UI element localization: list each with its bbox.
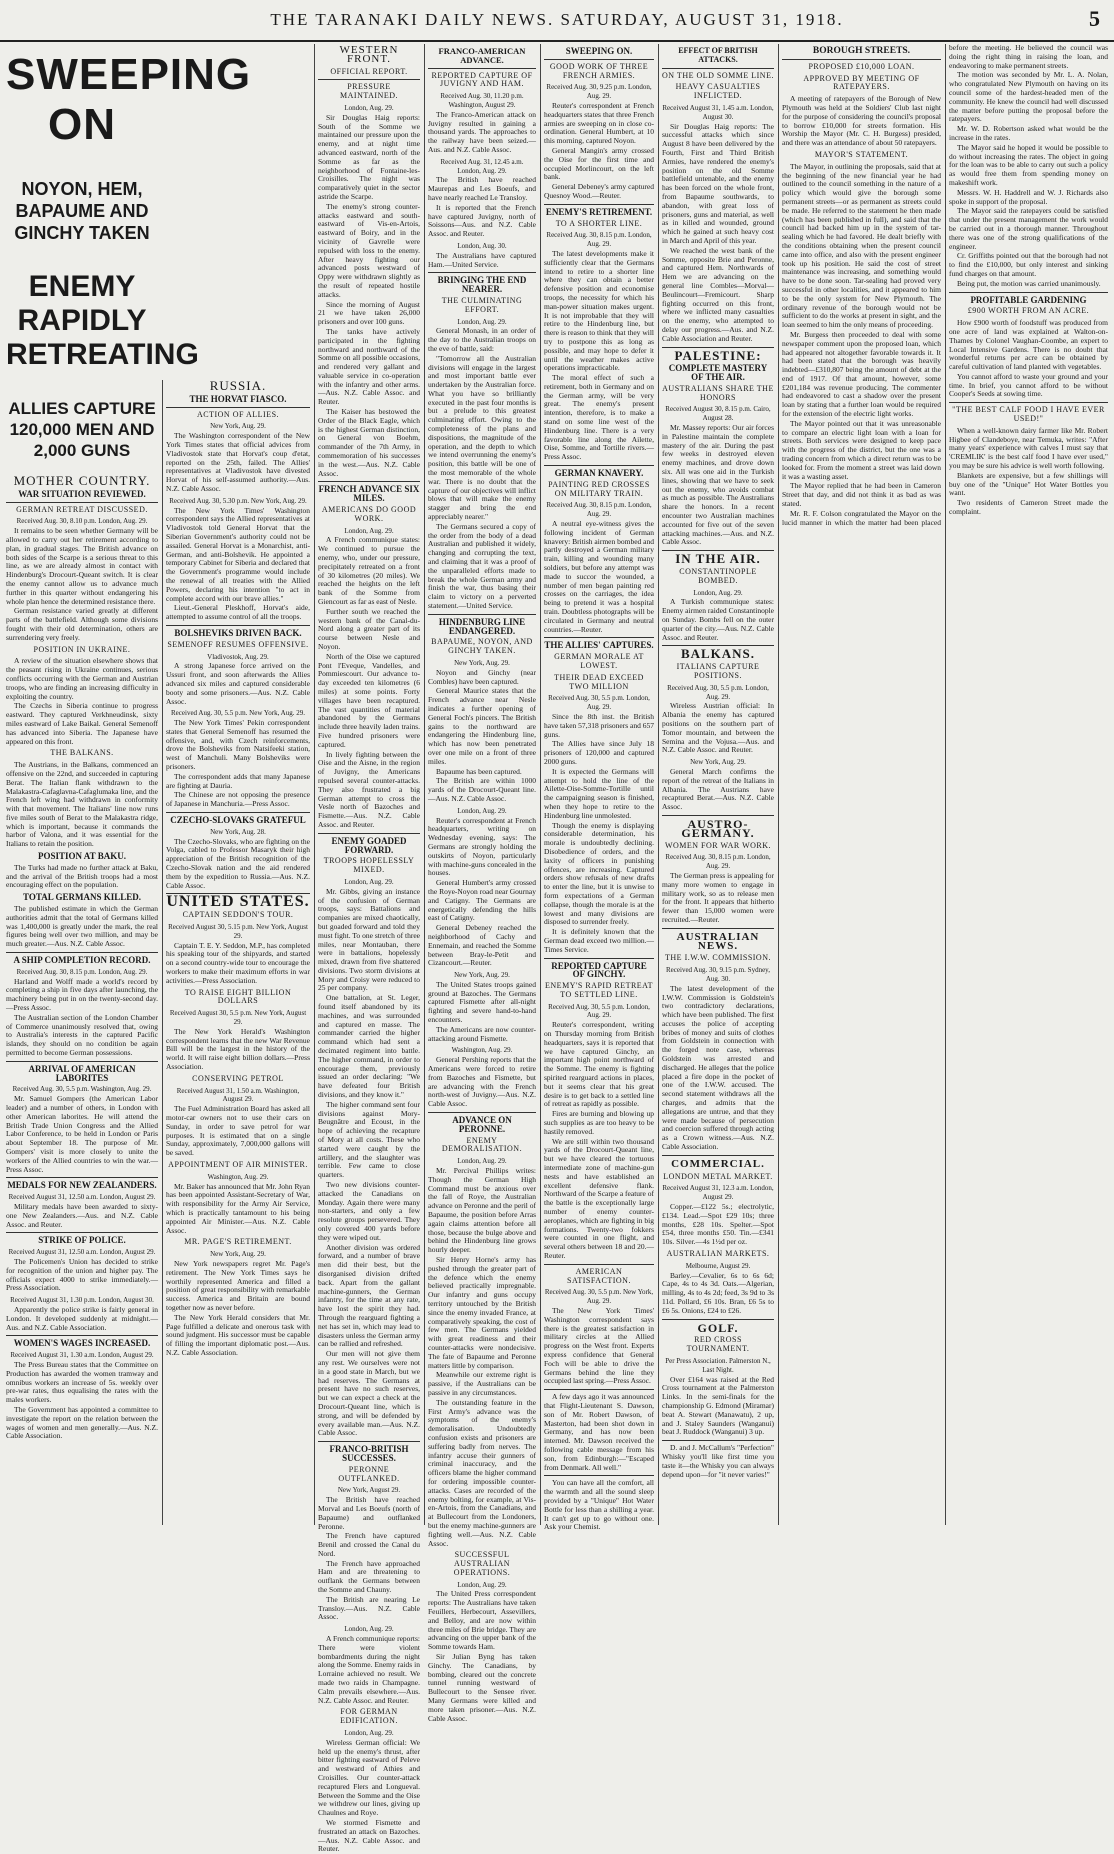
paragraph: General Debeney's army captured Quesnoy Wood.—Reuter. [544, 182, 654, 200]
paragraph: Messrs. W. H. Haddrell and W. J. Richards also spoke in support of the proposal. [949, 187, 1108, 206]
paragraph: In lively fighting between the Oise and the Aisne, in the region of Juvigny, the Americans repulsed several counter-attacks. They also frustrated a big German attempt to cross the Vesle north of Bazoches and Fismette.—Aus. N.Z. Cable Assoc. and Reuter. [318, 749, 420, 829]
paragraph: A strong Japanese force arrived on the Ussuri front, and soon afterwards the Allies advanced six miles and captured considerable booty and some prisoners.—Aus. N.Z. Cable Assoc. [166, 661, 310, 706]
paragraph: It is definitely known that the German dead exceed two million.—Times Service. [544, 927, 654, 954]
dateline: London, Aug. 29. [457, 1157, 507, 1166]
subheading: PAINTING RED CROSSES ON MILITARY TRAIN. [548, 479, 650, 498]
paragraph: Cr. Griffiths pointed out that the borough had not to find the £10,000, but only interest and sinking fund charges on that amount. [949, 251, 1108, 278]
subheading: THE CULMINATING EFFORT. [441, 295, 523, 314]
paragraph: The New York Times' Washington correspondent says the Allied representatives at Vladivostok told General Horvat that the Siberian Government's authority could not be assailed. General Horvat is a Monarchist, anti-German, and anti-Bolshevik. He appointed a temporary Cabinet for Siberia and declared that the Government's programme would include the renewal of all treaties with the Allied Powers, declaring his intention "to act in complete accord with our brave allies." [166, 505, 310, 603]
advertisement: D. and J. McCallum's "Perfection" Whisky you'll like first time you taste it—the Whisky you can always depend upon—for "it never varies!" [662, 1443, 774, 1479]
section-heading: COMMERCIAL. [671, 1157, 765, 1170]
subheading: CONSERVING PETROL [192, 1073, 284, 1083]
paragraph: The latest development of the I.W.W. Commission is Goldstein's two contradictory declarations, which have been published. The first accuses the police of accepting bribes of money and suits of clothes from Goldstein in connection with the forged note case, whereas Goldstein was arrested and discharged. He alleges that the police placed a fire dope in the pocket of one of the I.W.W. accused. The second statement withdraws all the charges, and admits that the allegations are untrue, and that they were made because of persecution and coercion suffered through acting as a Crown witness.—Aus. N.Z. Cable Association. [662, 983, 774, 1152]
subheading: ENEMY'S RAPID RETREAT TO SETTLED LINE. [545, 981, 653, 999]
subheading: FRANCO-BRITISH SUCCESSES. [329, 1444, 409, 1463]
paragraph: The correspondent adds that many Japanese are fighting at Dauria. [166, 771, 310, 790]
paragraph: It is reported that the French have captured Juvigny, north of Soissons—Aus. and N.Z. Cable Assoc. and Reuter. [428, 202, 536, 239]
subheading: SEMENOFF RESUMES OFFENSIVE. [167, 639, 309, 649]
paragraph: The Austrians, in the Balkans, commenced an offensive on the 22nd, and succeeded in capturing Berat. The Italian flank withdrawn to the Malakastra-Cafaglavna-Cafaglumaka line, and the French left wing had withdrawn in conformity with that movement. The Italians' line now runs five miles south of Berat to the Malakastra ridge, which is important, because it commands the harbor of Valona, and it was essential for the Italians to retain the position. [6, 760, 158, 849]
subheading: REPORTED CAPTURE OF GINCHY. [551, 960, 647, 980]
dateline: Per Press Association. Palmerston N., Last Night. [665, 1356, 771, 1374]
paragraph: The Fuel Administration Board has asked all motor-car owners not to use their cars on Sunday, in order to save petrol for war purposes. It is estimated that on a single Sunday, approximately, 7,000,000 gallons will be saved. [166, 1104, 310, 1158]
dateline: London, Aug. 29. [344, 526, 394, 535]
paragraph: German resistance varied greatly at different parts of the battlefield. Although some divisions fought with their old determination, others are surrendering very freely. [6, 606, 158, 642]
paragraph: Meanwhile our extreme right is passive, if the Australians can be passive in any circumstances. [428, 1370, 536, 1397]
paragraph: The British have reached Morval and Les Boeufs (north of Bapaume) and outflanked Peronne. [318, 1495, 420, 1531]
paragraph: A review of the situation elsewhere shows that the peasant rising in Ukraine continues, serious conflicts occurring with the German and Austrian troops, who are finding an increasing difficulty in exploiting the country. [6, 656, 158, 701]
paragraph: Wireless German official: We held up the enemy's thrust, after bitter fighting eastward of Peleve and westward of Athies and Croisilles. Our counter-attack recaptured Flers and Longueval. Between the Somme and the Oise we withdrew our lines, giving up Chaulnes and Roye. [318, 1737, 420, 1818]
dateline: New York, Aug. 29. [690, 758, 746, 767]
subheading: LONDON METAL MARKET. [663, 1171, 773, 1181]
paragraph: Sir Julian Byng has taken Ginchy. The Canadians, by bombing, cleared out the concrete tunnel running westward of Bullecourt to the Sensee river. Many Germans were killed and more taken prisoner.—Aus. N.Z. Cable Assoc. [428, 1652, 536, 1723]
paragraph: Since the 8th inst. the British have taken 57,318 prisoners and 657 guns. [544, 711, 654, 739]
dateline: London, Aug. 29. [344, 1625, 394, 1634]
section-heading: BOROUGH STREETS. [812, 46, 911, 56]
subheading: MR. PAGE'S RETIREMENT. [184, 1237, 292, 1247]
dateline: Received Aug. 30, 8.15 p.m. London, Aug. 29. [665, 853, 771, 871]
paragraph: The United Press correspondent reports: The Australians have taken Feuillers, Herbecourt, Assevillers, and Belloy, and are now within three miles of Brie bridge. They are advancing on the upper bank of the Somme towards Ham. [428, 1589, 536, 1652]
paragraph: The published estimate in which the German authorities admit that the total of Germans killed was 1,400,000 is greatly under the mark, the real figures being well over two million, and may be much greater.—Aus. N.Z. Cable Assoc. [6, 904, 158, 949]
paragraph: How £900 worth of foodstuff was produced from one acre of land was explained at Walton-on-Thames by Colonel Vaughan-Coombe, an expert to Local Intensive Gardens. There is no doubt that wonderful returns per acre can be obtained by careful cultivation of land planted with vegetables. [949, 318, 1108, 372]
paragraph: The British are nearing Le Transloy.—Aus. N.Z. Cable Assoc. [318, 1594, 420, 1622]
subheading: ENEMY DEMORALISATION. [441, 1135, 523, 1154]
paragraph: Bapaume has been captured. [436, 766, 522, 776]
subheading: GOOD WORK OF THREE FRENCH ARMIES. [549, 61, 649, 80]
paragraph: The moral effect of such a retirement, both in Germany and on the German army, will be very great. The enemy's present intention, therefore, is to make a stand on some line west of the Hindenburg line. There is a very favorable line along the Ailette, Oise, Somme, and Tortille rivers.—Press Assoc. [544, 373, 654, 462]
subheading: "THE BEST CALF FOOD I HAVE EVER USED!" [952, 405, 1105, 424]
dateline: London, Aug. 29. [693, 588, 743, 597]
dateline: Received Aug. 30, 9.25 p.m. London, Aug. 29. [546, 83, 652, 101]
paragraph: The Mayor said the ratepayers could be satisfied that under the present management the work would be carried out in a thorough manner. Throughout there was one of the strong qualifications of the engineer. [949, 206, 1108, 251]
paragraph: Mr. Gibbs, giving an instance of the confusion of German troops, says: Battalions and companies are mixed chaotically, but goaded forward and told they must fight. To one stretch of three miles, near Montauban, there were in battalions, hopelessly mixed, drawn from five shattered divisions. Two storm divisions at Mory and Croisy were reduced to 25 per company. [318, 886, 420, 993]
paragraph: Harland and Wolff made a world's record by completing a ship in five days after launching, the machinery being put in on the twenty-second day.—Press Assoc. [6, 976, 158, 1013]
paragraph: Reuter's correspondent, writing on Thursday morning from British headquarters, says it is reported that we have captured Ginchy, an important high point northward of the Somme. The enemy is fighting spirited rearguard actions in places, but it seems clear that his great desire is to get back to a settled line of retreat as rapidly as possible. [544, 1020, 654, 1109]
dateline: Received August 31, 1.30 a.m. London, August 29. [10, 1351, 154, 1360]
paragraph: When a well-known dairy farmer like Mr. Robert Higbee of Clandeboye, near Temuka, writes: "After many years' experience with calves I must say that 'CREMLIK' is the best calf food I have ever used," you may be sure his advice is well worth following. [949, 425, 1108, 471]
subheading: POSITION IN UKRAINE. [33, 644, 131, 654]
subheading: GERMAN MORALE AT LOWEST. [554, 652, 644, 670]
paragraph: Two new divisions counter-attacked the Canadians on Monday. Again there were many non-starters, and only a few resolute groups persevered. They only covered 400 yards before they were wiped out. [318, 1180, 420, 1242]
banner-subhead-3: ALLIES CAPTURE 120,000 MEN AND 2,000 GUNS [8, 399, 156, 460]
subheading: THE I.W.W. COMMISSION. [665, 953, 771, 963]
paragraph: Blankets are expensive, but a few shillings will buy one of the "Unique" Hot Water Bottles you want. [949, 470, 1108, 498]
paragraph: Since the morning of August 21 we have taken 26,000 prisoners and over 100 guns. [318, 299, 420, 327]
column-4 [428, 44, 536, 1723]
dateline: New York, Aug. 29. [454, 659, 510, 667]
section-heading: RUSSIA. [209, 378, 267, 393]
paragraph: The Policemen's Union has decided to strike for recognition of the union and higher pay. The officials expect 4000 to strike immediately.—Press Association. [6, 1256, 158, 1293]
dateline: London, Aug. 29. [344, 877, 394, 886]
paragraph: Reuter's correspondent at French headquarters, writing on Wednesday evening, says: The Germans are strongly holding the outskirts of Noyon, particularly with machine-guns concealed in the houses. [428, 815, 536, 878]
dateline: London, Aug. 30. [457, 241, 507, 250]
paragraph: Mr. Samuel Gompers (the American Labor leader) and a number of others, in London with other American laborites. He will attend the British Trade Union Congress and the Allied Labor Conference, to be held in London or Paris about September 18. The purpose of Mr. Gompers' visit is more closely to unite the workers of the Allied countries to win the war.—Press Assoc. [6, 1094, 158, 1174]
dateline: London, Aug. 29. [457, 806, 507, 815]
paragraph: The Mayor, in outlining the proposals, said that at the beginning of the new financial year he had outlined to the council something in the nature of a policy which would give the borough some permanent streets—or as permanent as streets could be made. He referred to the statement he then made (which has been published in full), and said that the council had backed him up in the system of tar-sealing which he had favored. He dealt briefly with the conditions obtaining when the present council came into office, and also with the present engineer took up his position. He said the cost of street maintenance was increasing, and something would have to be done soon. Tar-sealing had proved very successful in other localities, and it appeared to him to be the only system for New Plymouth. The ordinary revenue of the borough would not be sufficient to do the works at present in sight, and the loan seemed to him the only means of proceeding. [782, 161, 941, 330]
paragraph: Though the enemy is displaying considerable determination, his morale is undoubtedly declining. Disobedience of orders, and the laxity of officers in punishing offences, are increasing. Captured orders show refusals of new drafts to enter the line, but it is unwise to form expectations of a German collapse, though the morale is at the lowest and many divisions are disposed to surrender freely. [544, 820, 654, 927]
paragraph: The New York Times' Washington correspondent says there is the greatest satisfaction in military circles at the Allied progress on the West front. Experts express confidence that General Foch will be able to drive the Germans behind the line they occupied last spring.—Press Assoc. [544, 1305, 654, 1386]
dateline: London, Aug. 29. [344, 1729, 394, 1738]
dateline: Received Aug. 30, 5.5 p.m. New York, Aug. 29. [544, 1288, 654, 1306]
paragraph: The Germans secured a copy of the order from the body of a dead Australian and published it widely, changing and corrupting the text, and claiming that it was a proof of the unparalleled efforts made to break the whole German army and finish the war, thus basing their claim to victory on a perverted statement.—United Service. [428, 521, 536, 611]
dateline: Vladivostok, Aug. 29. [207, 652, 269, 661]
paragraph: Sir Henry Horne's army has pushed through the greater part of the defence which the enemy believed practically impregnable. Our infantry and guns occupy territory untouched by the British since the enemy invaded France, at comparatively speaking, the cost of few men. The Germans yielded with great readiness and their counter-attacks were nondecisive. The fate of Bapaume and Peronne matters little by comparison. [428, 1255, 536, 1370]
paragraph: A few days ago it was announced that Flight-Lieutenant S. Dawson, son of Mr. Robert Dawson, of Masterton, had been shot down in Germany, and has now been interned. Mr. Dawson received the following cable message from his son, from Edinburgh:—"Escaped from Denmark. All well." [544, 1392, 654, 1472]
dateline: Received Aug. 30, 5.30 p.m. New York, Aug. 29. [169, 496, 307, 505]
subheading: BOLSHEVIKS DRIVEN BACK. [174, 627, 302, 638]
subheading: CZECHO-SLOVAKS GRATEFUL [170, 815, 306, 826]
paragraph: The New York Herald's Washington correspondent learns that the new War Revenue Bill will be the largest in the history of the world. It will raise eight billion dollars.—Press Association. [166, 1026, 310, 1071]
paragraph: A meeting of ratepayers of the Borough of New Plymouth was held at the Soldiers' Club last night for the purpose of considering the council's proposal to borrow £10,000 for streets formation. His Worship the Mayor (Mr. C. H. Burgess) presided, and there was an attendance of about 50 ratepayers. [782, 94, 941, 148]
column-6 [662, 44, 774, 1525]
paragraph: A French communique reports: There were violent bombardments during the night along the Somme. Enemy raids in Lorraine achieved no result. We made two raids in Champagne. Calm prevails elsewhere.—Aus. N.Z. Cable Assoc. and Reuter. [318, 1634, 420, 1705]
paragraph: General Maurice states that the French advance near Nesle indicates a further opening of General Foch's pincers. The British gains to the northward are endangering the Hindenburg line, which has now been penetrated over one mile on a front of three miles. [428, 686, 536, 766]
dateline: Received August 31, 12.3 a.m. London, August 29. [662, 1184, 774, 1202]
paragraph: Being put, the motion was carried unanimously. [957, 278, 1101, 288]
subheading: ADVANCE ON PERONNE. [452, 1115, 512, 1134]
paragraph: A French communique states: We continued to pursue the enemy, who, under our pressure, precipitately retreated on a front of 30 kilometres (20 miles). We reached the heights on the left bank of the Somme from Giencourt as far as east of Nesle. [318, 535, 420, 607]
paragraph: General Monash, in an order of the day to the Australian troops on the eve of battle, said: [428, 326, 536, 353]
dateline: London, Aug. 29. [457, 317, 507, 326]
column-3 [318, 44, 420, 1854]
paragraph: The motion was seconded by Mr. L. A. Nolan, who congratulated New Plymouth on having on its council some of the hardest-headed men of the community. He knew the council had well discussed the matter before putting the proposal before the ratepayers. [949, 70, 1108, 124]
paragraph: The French have captured Brenil and crossed the Canal du Nord. [318, 1531, 420, 1558]
section-heading: WESTERN FRONT. [339, 44, 399, 65]
paragraph: A Turkish communique states: Enemy airmen raided Constantinople on Sunday. Bombs fell on the outer quarter of the city.—Aus. N.Z. Cable Assoc. and Reuter. [662, 597, 774, 642]
paragraph: The latest developments make it sufficiently clear that the Germans intend to retire to a shorter line where they can obtain a better defensive position and economise troops, the necessity for which his man-power situation makes urgent. It is not improbable that they will retire to the Hindenburg line, but there is reason to think that they will try to postpone this as long as possible, and may hope to defer it until the weather makes active operations impracticable. [544, 248, 654, 373]
subheading: TOTAL GERMANS KILLED. [23, 892, 141, 903]
dateline: New York, August 29. [337, 1486, 401, 1495]
section-heading: BALKANS. [680, 646, 756, 662]
paragraph: The British are within 1000 yards of the Drocourt-Queant line.—Aus. N.Z. Cable Assoc. [428, 776, 536, 803]
dateline: New York, Aug. 29. [454, 971, 510, 980]
subheading: FRENCH ADVANCE SIX MILES. [318, 484, 420, 504]
dateline: Washington, Aug. 29. [207, 1172, 269, 1181]
paragraph: The tanks have actively participated in the fighting northward and northward of the Somme on all possible occasions, and rendered very gallant and valuable service in co-operation with the infantry and other arms.—Aus. N.Z. Cable Assoc. and Reuter. [318, 326, 420, 407]
subheading: REPORTED CAPTURE OF JUVIGNY AND HAM. [431, 70, 533, 89]
paragraph: The German press is appealing for many more women to engage in military work, so as to release men for the front. It appears that hitherto fewer than 15,000 women were recruited.—Reuter. [662, 870, 774, 924]
paragraph: The Government has appointed a committee to investigate the report on the relation between the wages of women and men generally.—Aus. N.Z. Cable Association. [6, 1404, 158, 1441]
paragraph: The United States troops gained ground at Bazoches. The Germans captured Fismette after all-night fighting and severe hand-to-hand encounters. [428, 979, 536, 1025]
subheading: POSITION AT BAKU. [38, 851, 126, 862]
column-7 [782, 44, 1108, 1525]
subheading: PROFITABLE GARDENING [970, 294, 1087, 305]
subheading: THE HORVAT FIASCO. [189, 393, 287, 404]
dateline: Received Aug. 31, 12.45 a.m. London, Aug. 29. [440, 157, 524, 175]
paragraph: Further south we reached the western bank of the Canal-du-Nord along a greater part of its course between Nesle and Noyon. [318, 606, 420, 651]
subheading: THE ALLIES' CAPTURES. [544, 640, 654, 651]
paragraph: Sir Douglas Haig reports: South of the Somme we maintained our pressure upon the enemy, and at night time advanced eastward, north of the Somme as far as the neighborhood of Fontaine-les-Croisilles. The night was comparatively quiet in the sector astride the Scarpe. [318, 112, 420, 201]
dateline: Received Aug. 30, 11.20 p.m. Washington, August 29. [440, 92, 524, 109]
paragraph: Two residents of Cameron Street made the complaint. [949, 498, 1108, 517]
dateline: Received Aug. 30, 5.5 p.m. Washington, Aug. 29. [12, 1085, 152, 1094]
section-heading: SWEEPING ON. [565, 46, 633, 56]
paragraph: North of the Oise we captured Pont l'Eveque, Vandelles, and Pommiescourt. Our advance to-day exceeded ten kilometres (6 miles) at some points. Forty villages have been recaptured. The vast quantities of material abandoned by the Germans include three heavily laden trains. Five hundred prisoners were captured. [318, 651, 420, 749]
subheading: PERONNE OUTFLANKED. [338, 1464, 400, 1483]
paragraph: The enemy's strong counter-attacks eastward and south-eastward of Vis-en-Artois, eastward of Boiry, and in the vicinity of Gavrelle were repulsed with loss to the enemy. After heavy fighting our advanced posts westward of Oppy were withdrawn slightly as the result of repeated hostile attacks. [318, 201, 420, 299]
subheading: COMPLETE MASTERY OF THE AIR. [668, 363, 768, 383]
subheading: AMERICAN SATISFACTION. [567, 1266, 631, 1285]
paragraph: We stormed Fismette and frustrated an attack on Bazoches.—Aus. N.Z. Cable Assoc. and Reuter. [318, 1818, 420, 1854]
section-heading: PALESTINE: [674, 347, 762, 363]
section-heading: AUSTRALIAN NEWS. [676, 930, 760, 952]
section-heading: MOTHER COUNTRY. [13, 473, 151, 488]
paragraph: Mr. Massey reports: Our air forces in Palestine maintain the complete mastery of the air. During the past few weeks in destroyed eleven enemy machines, and drove down six. All was one aid in the Turkish lines, showing that we have to seek out the enemy, who avoids combat as much as possible. The Australians share the honors. In a recent encounter two Australian machines accounted for five out of the seven attacking machines.—Aus. and N.Z. Cable Assoc. [662, 423, 774, 547]
banner-subhead-1: NOYON, HEM, BAPAUME AND GINCHY TAKEN [14, 179, 150, 243]
dateline: Received Aug. 30, 8.10 p.m. London, Aug. 29. [16, 517, 148, 526]
masthead [0, 0, 1114, 42]
banner-headline: SWEEPING ON [6, 50, 252, 149]
dateline: Received Aug. 30, 5.5 p.m. London, Aug. 29. [548, 694, 650, 712]
subheading: THE BALKANS. [50, 748, 114, 758]
subheading: WOMEN'S WAGES INCREASED. [13, 1338, 151, 1349]
paragraph: The Press Bureau states that the Committee on Production has awarded the women tramway and omnibus workers an increase of 5s. weekly over pre-war rates, thus equalising the rates with the males workers. [6, 1359, 158, 1405]
subheading: PROPOSED £10,000 LOAN. [808, 61, 915, 71]
advertisement: You can have all the comfort, all the warmth and all the sound sleep provided by a "Unique" Hot Water Bottle for less than a shilling a year. It can't get up to go without one. Ask your Chemist. [544, 1478, 654, 1532]
paragraph: The French have approached Ham and are threatening to outflank the Germans between the Somme and Chauny. [318, 1558, 420, 1595]
paragraph: The Czechs in Siberia continue to progress eastward. They captured Verkhneudinsk, sixty miles eastward of Lake Baikal. General Semenoff has advanced into Siberia. The Japanese have appeared on this front. [6, 701, 158, 746]
dateline: London, Aug. 29. [457, 1580, 507, 1589]
subheading: STRIKE OF POLICE. [38, 1235, 126, 1246]
paragraph: The Kaiser has bestowed the Order of the Black Eagle, which is the highest German distinction, on General von Boehm, commander of the 7th Army, in commemoration of his successes in the west.—Aus. N.Z. Cable Assoc. [318, 407, 420, 478]
paragraph: Sir Douglas Haig reports: The successful attacks which since August 8 have been delivered by the Fourth, First and Third British Armies, have rendered the enemy's position on the old Somme battlefield untenable, and the enemy has been forced on the whole front, from Bapaume southwards, to abandon, with great loss of prisoners, guns and material, as well as in killed and wounded, ground which he gained at such heavy cost in March and April of this year. [662, 121, 774, 245]
subheading: CONSTANTINOPLE BOMBED. [679, 567, 757, 585]
paragraph: Reuter's correspondent at French headquarters states that three French armies are sweeping on in close co-ordination. General Humbert, at 10 this morning, captured Noyon. [544, 100, 654, 146]
paragraph: The Washington correspondent of the New York Times states that official advices from Vladivostok state that Horvat's coup d'etat, reported on the 25th, failed. The Allies' representatives at Vladivostok have divested Horvat of his self-assumed authority.—Aus. N.Z. Cable Assoc. [166, 431, 310, 493]
subheading: MEDALS FOR NEW ZEALANDERS. [7, 1180, 157, 1191]
section-heading: AUSTRO-GERMANY. [681, 816, 755, 840]
paragraph: The Chinese are not opposing the presence of Japanese in Manchuria.—Press Assoc. [166, 790, 310, 809]
subheading: GERMAN RETREAT DISCUSSED. [16, 504, 148, 514]
subheading: MAYOR'S STATEMENT. [814, 149, 909, 159]
paragraph: Another division was ordered forward, and a number of brave men did their best, but the disorganised division drifted back. Apart from the gallant machine-gunners, the German infantry, for the time at any rate, have lost the spirit they had. Through the rearguard fighting a net has set in, which may lead to disasters unless the German army can be rallied and refreshed. [318, 1242, 420, 1349]
banner-subhead-2: ENEMY RAPIDLY RETREATING [6, 270, 199, 371]
paragraph: General Humbert's army crossed the Roye-Noyon road near Gournay and Catigny. The Germans are energetically defending the hills east of Catigny. [428, 878, 536, 923]
paragraph: The Allies have since July 18 prisoners of 120,000 and captured 2000 guns. [544, 739, 654, 766]
paragraph: General Mangin's army crossed the Oise for the first time and occupied Morlincourt, on the left bank. [544, 145, 654, 182]
subheading: ON THE OLD SOMME LINE. [662, 70, 774, 80]
paragraph: A neutral eye-witness gives the following incident of German knavery: British airmen bombed and partly destroyed a German military train, killing and wounding many soldiers, but before any attempt was made to succor the wounded, a number of men began painting red crosses on the carriages, the idea being to pretend it was a hospital train. Doubtless photographs will be circulated in Germany and neutral countries.—Reuter. [544, 519, 654, 634]
subheading: ARRIVAL OF AMERICAN LABORITES [28, 1063, 136, 1083]
subheading: ENEMY GOADED FORWARD. [331, 835, 407, 855]
paragraph: Military medals have been awarded to sixty-one New Zealanders.—Aus. and N.Z. Cable Assoc. and Reuter. [6, 1201, 158, 1229]
paragraph: Mr. Baker has announced that Mr. John Ryan has been appointed Assistant-Secretary of War, with responsibility for the Army Air Service, which is practically tantamount to his being appointed Air Minister.—Aus. N.Z. Cable Assoc. [166, 1181, 310, 1235]
paragraph: Noyon and Ginchy (near Combles) have been captured. [428, 667, 536, 686]
paragraph: It remains to be seen whether Germany will be allowed to carry out her retirement according to plan, in gradual stages. The British advance on both sides of the Scarpe is a serious threat to this line, as we are already almost in contact with Hindenburg's Drocourt-Queant switch. It is clear the enemy cannot allow us to advance much further in this quarter without endangering his whole plan hence the determined resistance there. [6, 526, 158, 606]
paragraph: Mr. Burgess then proceeded to deal with some newspaper comment upon the proposed loan, which had appeared not altogether favorable towards it. It had been stated that the borough was heavily indebted—£310,807 being the amount of debt at the end of 1917. Of that amount, however, some £201,184 was revenue producing. The commenter had endeavored to cast a shadow over the present loan by stating that a further loan would be required for the extension of the electric light works. [782, 329, 941, 419]
paragraph: Wireless Austrian official: In Albania the enemy has captured positions on the southern part of Tomor mountain, and between the Semina and the Vojusa.—Aus. and N.Z. Cable Assoc. and Reuter. [662, 701, 774, 755]
subheading: ITALIANS CAPTURE POSITIONS. [676, 662, 760, 680]
dateline: Received Aug. 30, 8.15 p.m. London, Aug. 29. [16, 967, 148, 976]
dateline: London, Aug. 29. [344, 103, 394, 112]
subheading: HINDENBURG LINE ENDANGERED. [438, 616, 526, 636]
paragraph: New York newspapers regret Mr. Page's retirement. The New York Times says he worthily represented America and filled a position of great responsibility with remarkable success. America and Britain are bound together now as never before. [166, 1258, 310, 1312]
paragraph: Over £164 was raised at the Red Cross tournament at the Palmerston Links. In the semi-finals for the championship G. Edmond (Miramar) beat A. Stewart (Manawatu), 2 up, and J. Staley Saunders (Wanganui) beat J. Ruddock (Wanganui) 3 up. [662, 1374, 774, 1437]
paragraph: The British have reached Maurepas and Les Boeufs, and have nearly reached Le Transloy. [428, 175, 536, 202]
paragraph: General Debeney reached the neighborhood of Cachy and Ennemain, and reached the Somme between Bray-le-Petit and Cizancourt.—Reuter. [428, 923, 536, 968]
subheading: AUSTRALIAN MARKETS. [666, 1249, 770, 1259]
subheading: GERMAN KNAVERY. [554, 468, 644, 479]
dateline: New York, Aug. 29. [210, 1250, 266, 1259]
paragraph: Captain T. E. Y. Seddon, M.P., has completed his speaking tour of the shipyards, and started on a second country-wide tour to encourage the workers to make their maximum efforts in war activities.—Press Association. [166, 940, 310, 985]
subheading: AUSTRALIANS SHARE THE HONORS [662, 383, 774, 402]
paragraph: The New York Times' Pekin correspondent states that General Semenoff has resumed the offensive, and, with Czech reinforcements, drove the Bolsheviks from Natsifeeki station, west of Manchuli. Many Bolsheviks were prisoners. [166, 718, 310, 772]
paragraph: The Czecho-Slovaks, who are fighting on the Volga, cabled to Professor Masaryk their high appreciation of the British recognition of the Czecho-Slovak nation and the aid rendered them by the expedition to Russia.—Aus. N.Z. Cable Assoc. [166, 836, 311, 890]
paragraph: We are still within two thousand yards of the Drocourt-Queant line, but we have cleared the tortuous intermediate zone of machine-gun nests and have established an excellent defensive flank. Northward of the Scarpe a feature of the battle is the exceptionally large number of enemy counter-aeroplanes, which are fighting in big formations. Twenty-two fokkers were counted in one flight, and several others between 18 and 20.—Reuter. [544, 1136, 654, 1260]
dateline: Melbourne, August 29. [685, 1261, 751, 1270]
subheading: HEAVY CASUALTIES INFLICTED. [675, 82, 761, 101]
paragraph: The Mayor replied that he had been in Cameron Street that day, and did not think it as bad as was stated. [782, 481, 941, 509]
dateline: New York, Aug. 29. [210, 422, 266, 431]
subheading: AMERICANS DO GOOD WORK. [321, 505, 417, 523]
dateline: Received Aug. 30, 5.5 p.m. London, Aug. 29. [548, 1002, 650, 1020]
dateline: Received August 31, 12.50 a.m. London, August 29. [8, 1193, 156, 1202]
section-heading: IN THE AIR. [675, 551, 761, 567]
paragraph: Copper.—£122 5s.; electrolytic, £134. Lead.—Spot £29 10s; three months, £28 10s. Spelter.—Spot £54, three months £50. Tin.—£341 10s. Silver.—4s 1½d per oz. [662, 1202, 774, 1247]
newspaper-title: THE TARANAKI DAILY NEWS. SATURDAY, AUGUST 31, 1918. [270, 10, 844, 29]
column-2 [166, 380, 310, 1525]
paragraph: Mr. Percival Phillips writes: Though the German High Command must be anxious over the fall of Roye, the Australian advance on Peronne and the peril of Bapaume, the position before Arras again claims attention before all those, because the bulge above and behind the Hindenburg line grows hourly deeper. [428, 1166, 536, 1255]
dateline: Received August 31, 1.30 p.m. London, August 30. [10, 1296, 154, 1305]
paragraph: Lieut.-General Pleskhoff, Horvat's aide, attempted to assume control of all the troops. [166, 603, 310, 622]
subheading: APPROVED BY MEETING OF RATEPAYERS. [803, 73, 920, 92]
subheading: BRINGING THE END NEARER. [437, 275, 527, 295]
section-heading: FRANCO-AMERICAN ADVANCE. [438, 46, 526, 65]
dateline: Received Aug. 30, 9.15 p.m. Sydney, Aug. 30. [666, 966, 770, 983]
dateline: Received Aug. 30, 8.15 p.m. London, Aug. 29. [546, 501, 652, 519]
subheading: PRESSURE MAINTAINED. [340, 82, 398, 101]
column-5 [544, 44, 654, 1532]
subheading: £900 WORTH FROM AN ACRE. [967, 306, 1090, 316]
dateline: Received August 31, 1.45 a.m. London, August 30. [662, 103, 774, 121]
paragraph: Mr. R. F. Colson congratulated the Mayor on the lucid manner in which the matter had been placed before the meeting. He believed the council was doing the right thing in raising the loan, and endeavoring to make permanent streets. [782, 43, 1108, 527]
section-heading: EFFECT OF BRITISH ATTACKS. [678, 46, 758, 64]
dateline: Received August 30, 5.15 p.m. New York, August 29. [168, 923, 308, 940]
dateline: Washington, Aug. 29. [451, 1046, 513, 1055]
paragraph: Our men will not give them any rest. We ourselves were not in a good state in March, but we had reserves. The Germans at present have no such reserves, but we can expect a check at the Drocourt-Queant line, which is strong, and will be defended by every available man.—Aus. N.Z. Cable Assoc. [318, 1349, 420, 1438]
paragraph: The Turks had made no further attack at Baku, and the arrival of the British troops had a most encouraging effect on the population. [6, 862, 158, 890]
subheading: APPOINTMENT OF AIR MINISTER. [168, 1159, 308, 1169]
paragraph: "Tomorrow all the Australian divisions will engage in the largest and most important battle ever undertaken by the Australian force. What you have so brilliantly executed in the past four months is but a prelude to this greatest culminating effort. Owing to the completeness of the plans and dispositions, the magnitude of the operation, and the depth to which we intend overrunning the enemy's position, this battle will be one of the most memorable of the whole war. There is no doubt that the capture of our objectives will inflict blows that will make the enemy stagger and bring the end appreciably nearer." [428, 353, 536, 522]
dateline: Received Aug. 30, 5.5 p.m. New York, Aug. 29. [171, 709, 305, 718]
section-heading: GOLF. [697, 1320, 739, 1335]
dateline: Received August 31, 1.50 a.m. Washington, August 29. [176, 1086, 300, 1104]
subheading: TO RAISE EIGHT BILLION DOLLARS [184, 987, 292, 1006]
paragraph: The outstanding feature in the First Army's advance was the symptoms of the enemy's demoralisation. Undoubtedly confusion exists and prisoners are suffering badly from nerves. The infantry accuse their gunners of criminal inaccuracy, and the officers blame the higher command for ordering impossible counter-attacks. Cases are recorded of the enemy bolting, for example, at Vis-en-Artois, from the Canadians, and at Bullecourt from the Londoners, but the enemy machine-gunners are fighting well.—Aus. N.Z. Cable Assoc. [428, 1397, 536, 1548]
subheading: FOR GERMAN EDIFICATION. [340, 1707, 398, 1726]
paragraph: The Australians have captured Ham.—United Service. [428, 250, 536, 269]
subheading: ENEMY'S RETIREMENT. [545, 206, 653, 217]
subheading: OFFICIAL REPORT. [330, 66, 408, 76]
paragraph: The Australian section of the London Chamber of Commerce unanimously resolved that, owing to Australia's interests in the captured Pacific islands, they should on no condition be again permitted to become German possessions. [6, 1012, 158, 1058]
section-heading: UNITED STATES. [166, 893, 310, 911]
subheading: ACTION OF ALLIES. [196, 409, 280, 419]
dateline: Received August 31, 12.50 a.m. London, August 29. [8, 1248, 156, 1257]
subheading: BAPAUME, NOYON, AND GINCHY TAKEN. [431, 637, 533, 656]
paragraph: The New York Herald considers that Mr. Page fulfilled a delicate and onerous task with sound judgment. His successor must be capable of filling the important diplomatic post.—Aus. N.Z. Cable Association. [166, 1312, 310, 1357]
paragraph: General March confirms the report of the retreat of the Italians in Albania. The Austrians have recaptured Berat.—Aus. N.Z. Cable Assoc. [662, 766, 774, 812]
subheading: WAR SITUATION REVIEWED. [18, 488, 146, 499]
paragraph: We reached the west bank of the Somme, opposite Brie and Peronne, and captured Hem. Northwards of Hem we are advancing on the general line Combles—Morval—Beulincourt—Fremicourt. Sharp fighting occurred on this front, where we inflicted many casualties on the enemy, who attempted to delay our progress.—Aus. and N.Z. Cable Association and Reuter. [662, 245, 774, 343]
paragraph: Barley.—Cevalier, 6s to 6s 6d; Cape, 4s to 4s 3d. Oats.—Algerian, milling, 4s to 4s 2d; feed, 3s 9d to 3s 11d. Pollard, £6 10s. Bran, £6 5s to £6 5s. Onions, £24 to £26. [662, 1270, 774, 1315]
paragraph: One battalion, at St. Leger, found itself abandoned by its machines, and was surrounded and captured en masse. The commander carried the higher command which had sent a decimated regiment into battle. The higher command, in order to encourage them, previously issued an order declaring: "We have defeated four British divisions, and they know it." [318, 993, 420, 1100]
paragraph: It is expected the Germans will attempt to hold the line of the Ailette-Oise-Somme-Tortille until the campaigning season is finished, when they hope to retire to the Hindenburg line unmolested. [544, 766, 654, 820]
subheading: THEIR DEAD EXCEED TWO MILLION [554, 672, 644, 691]
subheading: CAPTAIN SEDDON'S TOUR. [182, 910, 294, 920]
subheading: A SHIP COMPLETION RECORD. [13, 955, 151, 966]
subheading: TO A SHORTER LINE. [555, 218, 643, 228]
paragraph: The Mayor said he hoped it would be possible to do without increasing the rates. The object in going for the loan was to be able to carry out such a policy as would free them from spending money on makeshift work. [949, 142, 1108, 187]
paragraph: The Mayor pointed out that it was unreasonable to compare an electric light loan with a loan for streets. Both services were designed to keep pace with the progress of the district, but the one was a trading concern from which a direct return was to be looked for. From the moment a street was laid down it was a wasting asset. [782, 418, 941, 481]
paragraph: Mr. W. D. Robertson asked what would be the increase in the rates. [949, 124, 1108, 142]
dateline: Received Aug. 30, 5.5 p.m. London, Aug. 29. [667, 683, 769, 701]
dateline: Received Aug. 30, 8.15 p.m. London, Aug. 29. [546, 231, 652, 249]
paragraph: Fires are burning and blowing up such supplies as are too heavy to be hastily removed. [544, 1109, 654, 1136]
subheading: RED CROSS TOURNAMENT. [686, 1335, 750, 1354]
paragraph: The Americans are now counter-attacking around Fismette. [428, 1024, 536, 1043]
dateline: Received August 30, 5.5 p.m. New York, August 29. [169, 1009, 307, 1026]
subheading: TROOPS HOPELESSLY MIXED. [323, 856, 415, 875]
paragraph: General Pershing reports that the Americans were forced to retire from Bazoches and Fismette, but are advancing with the French north-west of Juvigny.—Aus. N.Z. Cable Assoc. [428, 1055, 536, 1109]
dateline: New York, Aug. 28. [210, 827, 266, 836]
paragraph: You cannot afford to waste your ground and your time. In brief, you cannot afford to be without Cooper's Seeds at sowing time. [949, 371, 1108, 399]
subheading: SUCCESSFUL AUSTRALIAN OPERATIONS. [453, 1550, 511, 1577]
page-number: 5 [1089, 6, 1100, 31]
paragraph: Apparently the police strike is fairly general in London. It developed suddenly at midnight.—Aus. and N.Z. Cable Association. [6, 1304, 158, 1332]
subheading: WOMEN FOR WAR WORK. [664, 840, 772, 850]
paragraph: The higher command sent four divisions against Mory-Beugnâtre and Ecoust, in the hope of achieving the recapture of Mory at all costs. These who started were caught by the artillery, and the slaughter was terrible. Few came to close quarters. [318, 1099, 420, 1180]
paragraph: The Franco-American attack on Juvigny resulted in gaining a thousand yards. The approaches to the railway have been seized.—Aus. and N.Z. Cable Assoc. [428, 109, 536, 154]
dateline: Received August 30, 8.15 p.m. Cairo, August 28. [665, 405, 771, 423]
